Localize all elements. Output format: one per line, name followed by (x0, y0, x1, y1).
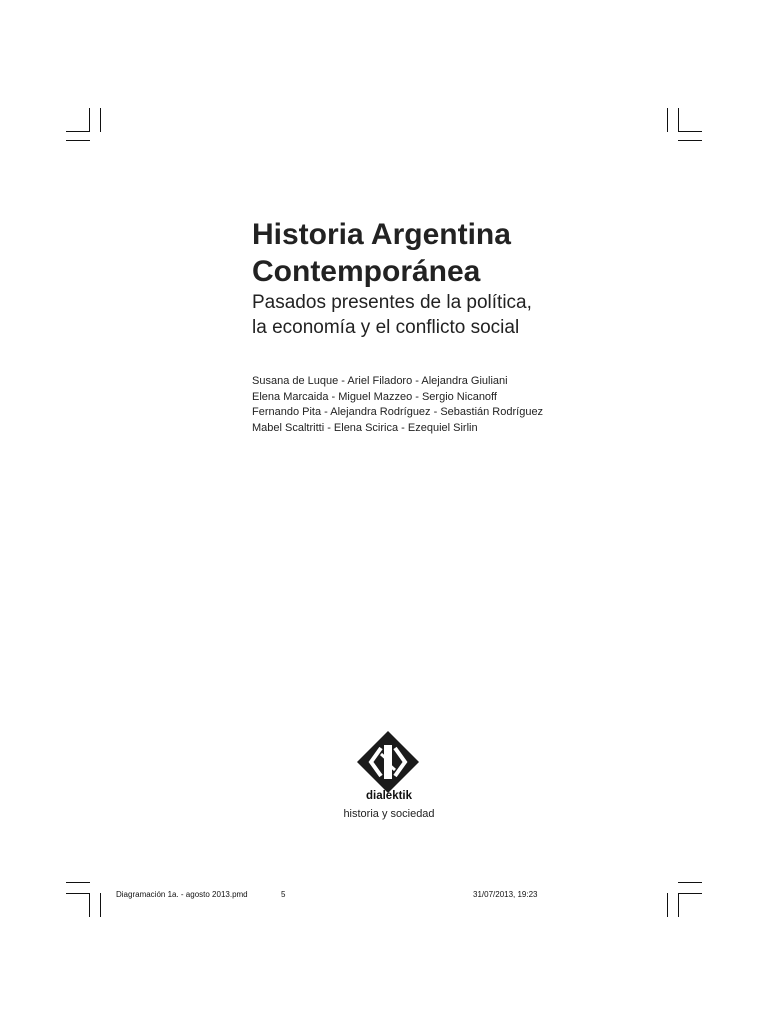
author-line: Mabel Scaltritti - Elena Scirica - Ezequiel Sirlin (252, 421, 478, 434)
crop-mark-bottom-right-h2 (678, 893, 702, 894)
author-list (252, 374, 732, 436)
crop-mark-top-left-h2 (66, 140, 90, 141)
publisher-series: historia y sociedad (343, 808, 435, 820)
crop-mark-bottom-left-inner (100, 893, 101, 917)
crop-mark-bottom-left-outer (89, 893, 90, 917)
dialektik-diamond-logo-icon (357, 731, 419, 793)
footer-filename: Diagramación 1a. - agosto 2013.pmd (116, 890, 248, 899)
author-line: Elena Marcaida - Miguel Mazzeo - Sergio Nicanoff (252, 390, 497, 403)
footer-page-number: 5 (281, 890, 286, 899)
book-subtitle-line-1: Pasados presentes de la política, (252, 292, 532, 313)
crop-mark-bottom-right-h1 (678, 882, 702, 883)
crop-mark-top-left-h1 (66, 131, 90, 132)
crop-mark-bottom-right-outer (678, 893, 679, 917)
crop-mark-top-right-h2 (678, 140, 702, 141)
crop-mark-bottom-left-h1 (66, 882, 90, 883)
crop-mark-top-right-inner (667, 108, 668, 132)
crop-mark-top-left-outer (89, 108, 90, 132)
crop-mark-bottom-right-inner (667, 893, 668, 917)
author-line: Susana de Luque - Ariel Filadoro - Alejandra Giuliani (252, 375, 508, 387)
crop-mark-top-left-inner (100, 108, 101, 132)
book-subtitle-line-2: la economía y el conflicto social (252, 317, 520, 338)
author-line: Fernando Pita - Alejandra Rodríguez - Sebastián Rodríguez (252, 406, 544, 418)
crop-mark-top-right-outer (678, 108, 679, 132)
crop-mark-top-right-h1 (678, 131, 702, 132)
footer-timestamp: 31/07/2013, 19:23 (473, 890, 538, 899)
book-title (252, 216, 712, 290)
book-title-line-1: Historia Argentina (252, 218, 511, 251)
book-subtitle (252, 290, 712, 340)
crop-mark-bottom-left-h2 (66, 893, 90, 894)
publisher-name: dialektik (365, 790, 413, 802)
book-title-line-2: Contemporánea (252, 255, 481, 288)
